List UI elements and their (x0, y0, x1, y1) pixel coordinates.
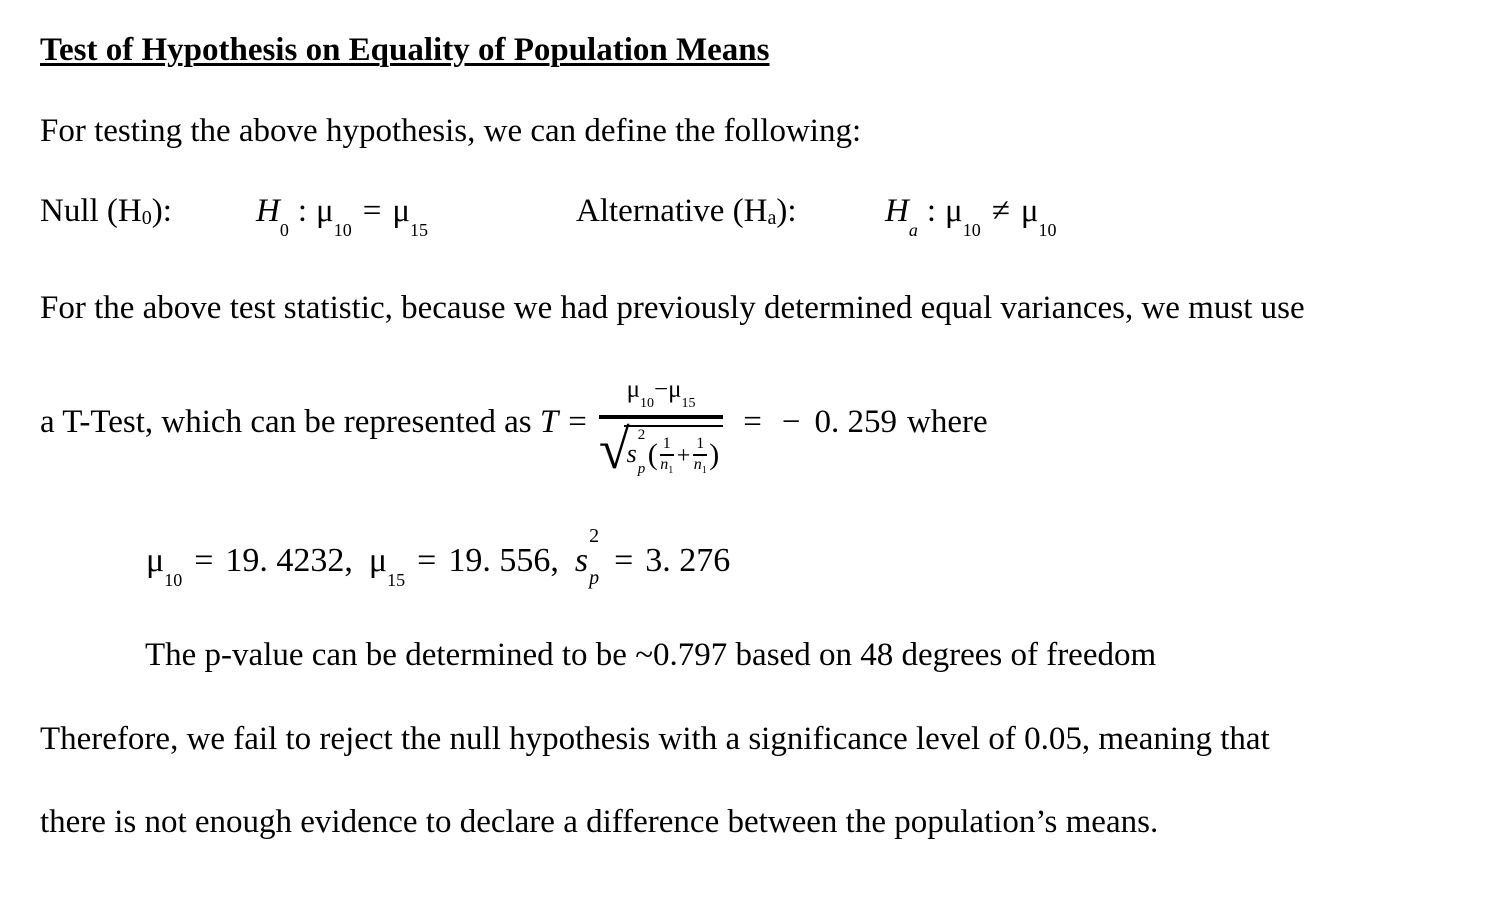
parameter-values-line (146, 525, 731, 592)
radicand (624, 425, 724, 477)
alt-label-close: ): (776, 193, 797, 229)
values-mu2-subscript: 15 (387, 570, 406, 590)
hypothesis-row (0, 191, 1486, 261)
numerator-mu2-subscript: 15 (681, 395, 696, 411)
numerator-minus-sign: − (653, 375, 669, 403)
mini-fraction-2-numerator: 1 (693, 436, 707, 456)
n1-subscript: 1 (668, 464, 674, 476)
null-hypothesis-label (40, 191, 172, 232)
numerator-mu1-subscript: 10 (639, 395, 654, 411)
values-equals-2: = (417, 542, 437, 579)
values-mu2-symbol: μ (368, 542, 388, 579)
null-hypothesis-formula (256, 191, 428, 242)
null-mu1-symbol: μ (316, 193, 334, 229)
pooled-s-symbol: s (626, 438, 637, 468)
n1-symbol: n (660, 455, 669, 473)
fraction-denominator (598, 418, 723, 481)
close-paren: ) (709, 437, 720, 471)
where-text: where (906, 403, 988, 440)
values-mu1-symbol: μ (146, 542, 165, 579)
null-H-symbol: H (256, 193, 280, 229)
values-s-symbol: s (574, 542, 589, 579)
values-mu1-subscript: 10 (164, 570, 183, 590)
alt-label-subscript: a (767, 207, 777, 229)
document-title (40, 30, 769, 71)
values-s-superscript: 2 (589, 525, 600, 547)
conclusion-paragraph-1: Therefore, we fail to reject the null hypothesis with a significance level of 0.05, meaning that (40, 721, 1270, 757)
open-paren: ( (647, 437, 658, 471)
document-title-text: Test of Hypothesis on Equality of Population Means (40, 32, 770, 68)
numerator-mu2-symbol: μ (668, 375, 682, 403)
conclusion-paragraph-2: there is not enough evidence to declare a difference between the population’s means. (40, 804, 1159, 840)
null-label-subscript: 0 (141, 207, 152, 229)
alt-mu2-subscript: 10 (1038, 220, 1057, 240)
ttest-equals-2: = (743, 403, 762, 440)
values-s-subscript: p (589, 567, 600, 589)
alt-colon: : (926, 193, 937, 229)
null-mu2-subscript: 15 (410, 220, 429, 240)
mini-fraction-1 (660, 436, 674, 476)
null-H-subscript: 0 (279, 220, 289, 240)
fraction-numerator (611, 376, 712, 415)
s-superscript: 2 (637, 426, 646, 443)
alt-label-text: Alternative (H (576, 193, 768, 229)
n2-subscript: 1 (701, 464, 707, 476)
intro-paragraph: For testing the above hypothesis, we can define the following: (40, 113, 862, 149)
n2-symbol: n (693, 455, 702, 473)
null-label-text: Null (H (40, 193, 142, 229)
mini-fraction-2 (693, 436, 707, 476)
mini-fraction-2-denominator (693, 456, 707, 477)
not-equal-sign: ≠ (991, 193, 1010, 229)
values-equals-1: = (194, 542, 214, 579)
ttest-lead: a T-Test, which can be represented as (40, 403, 540, 440)
null-mu1-subscript: 10 (333, 220, 352, 240)
ttest-equation-row (40, 352, 988, 502)
values-s-supsub (588, 525, 602, 589)
radical-sign: √ (598, 418, 630, 481)
values-equals-3: = (614, 542, 634, 579)
alternative-hypothesis-label (576, 191, 797, 232)
null-mu2-symbol: μ (392, 193, 411, 229)
alt-mu2-symbol: μ (1020, 193, 1039, 229)
s-subscript: p (637, 460, 646, 477)
alt-H-symbol: H (885, 193, 909, 229)
ttest-fraction (598, 375, 723, 481)
ttest-lead-text (40, 404, 558, 441)
mini-fraction-1-numerator: 1 (660, 436, 674, 456)
alt-mu1-symbol: μ (945, 193, 963, 229)
ttest-equals-1: = (568, 403, 587, 440)
mu10-value: 19. 4232, (225, 542, 353, 579)
ttest-result-value: 0. 259 (814, 403, 897, 440)
pooled-variance-supsub (637, 426, 648, 477)
alt-H-subscript: a (908, 220, 918, 240)
pvalue-paragraph: The p-value can be determined to be ~0.797 based on 48 degrees of freedom (145, 637, 1157, 673)
square-root (598, 418, 723, 481)
numerator-mu1-symbol: μ (626, 375, 640, 403)
null-equals-sign: = (362, 193, 382, 229)
T-symbol: T (539, 403, 559, 440)
null-colon: : (297, 193, 308, 229)
pooled-variance-value: 3. 276 (645, 542, 731, 579)
equal-variances-paragraph: For the above test statistic, because we had previously determined equal variances, we must use (40, 290, 1305, 326)
result-minus-sign: − (781, 403, 801, 440)
mini-fraction-1-denominator (660, 456, 674, 477)
null-label-close: ): (151, 193, 172, 229)
plus-sign: + (676, 442, 691, 469)
alt-mu1-subscript: 10 (962, 220, 981, 240)
alternative-hypothesis-formula (885, 191, 1057, 242)
mu15-value: 19. 556, (448, 542, 559, 579)
